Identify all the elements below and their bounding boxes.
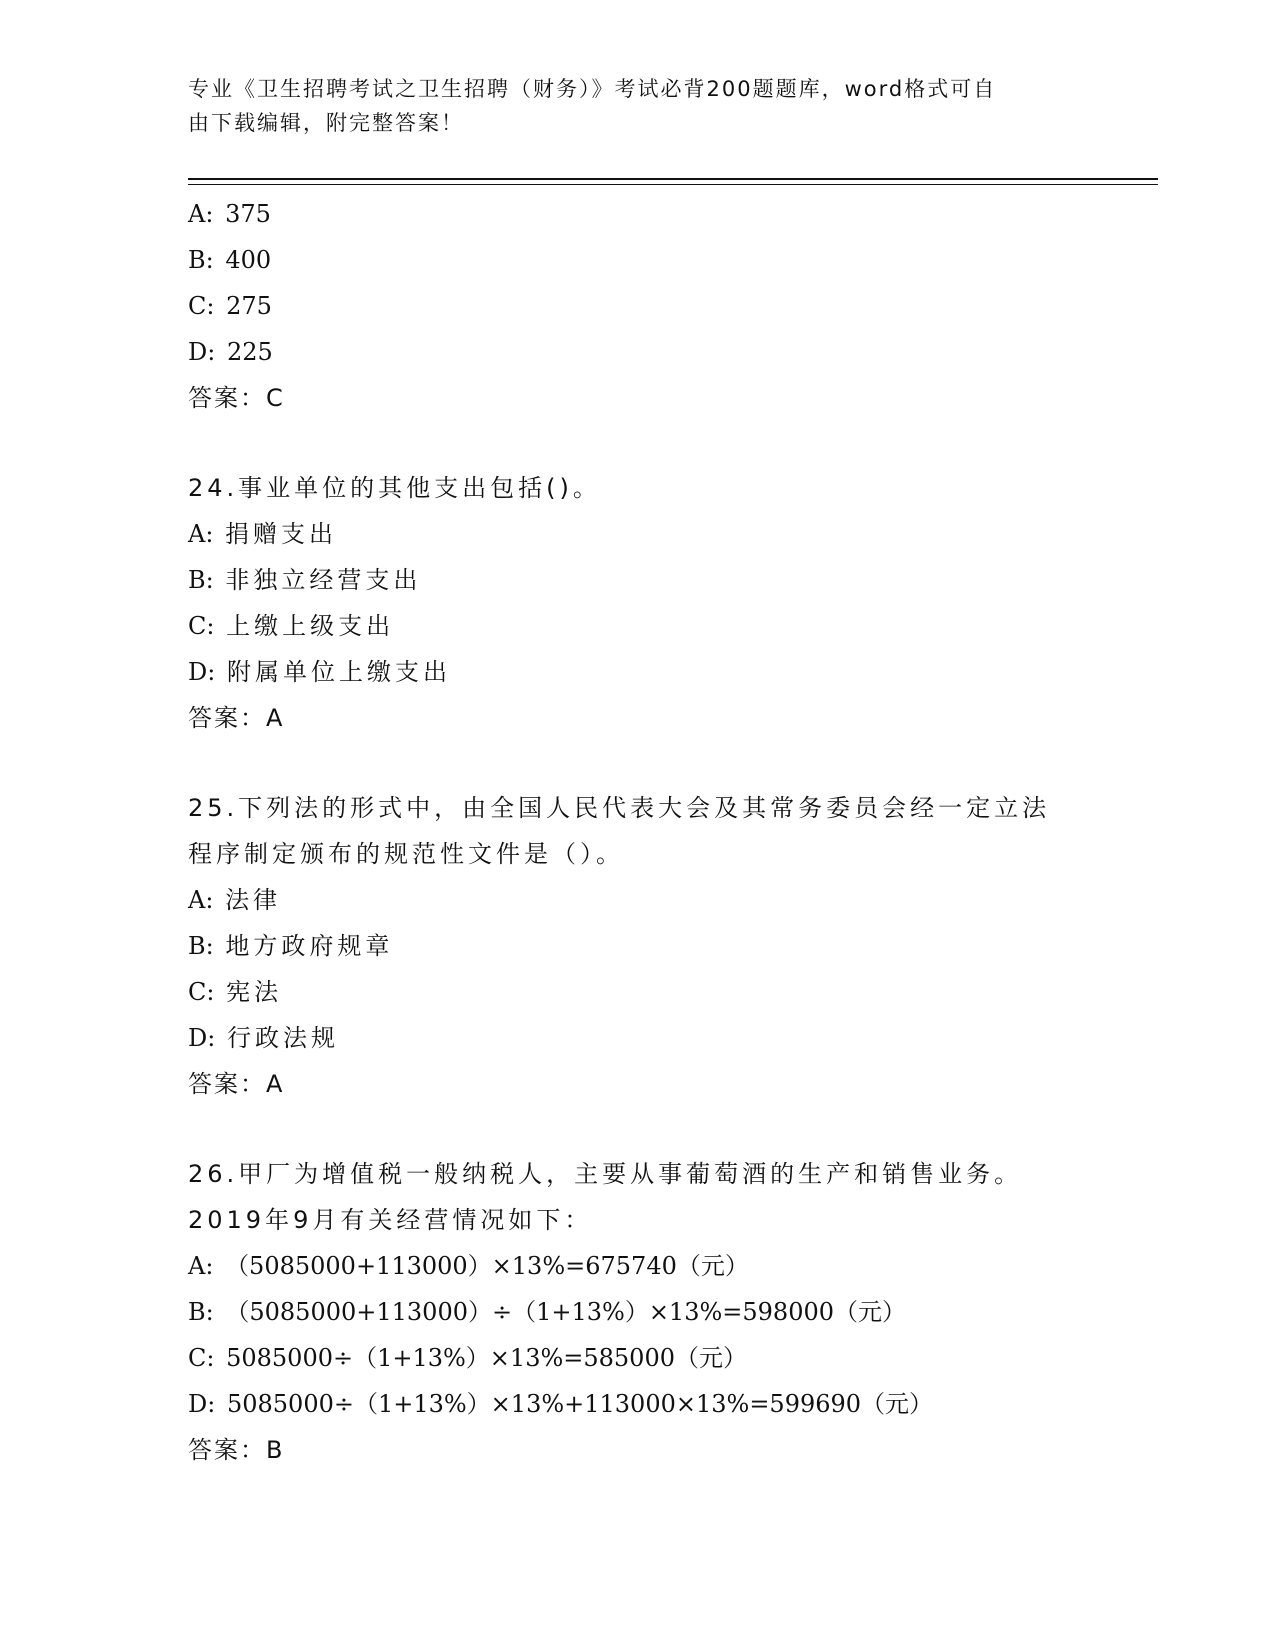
- option-text: 5085000÷（1+13%）×13%+113000×13%=599690（元）: [226, 1390, 934, 1418]
- question-24: [188, 465, 1158, 741]
- question-26: [188, 1151, 1158, 1473]
- option-text: 附属单位上缴支出: [226, 658, 451, 686]
- option-a: [188, 511, 1158, 557]
- question-stem: 24.事业单位的其他支出包括()。: [188, 474, 601, 502]
- option-text: 宪法: [226, 978, 283, 1006]
- option-letter: D:: [188, 658, 216, 686]
- option-b: [188, 237, 1158, 283]
- option-text: 非独立经营支出: [225, 566, 422, 594]
- question-23: [188, 191, 1158, 421]
- option-b: [188, 557, 1158, 603]
- option-text: （5085000+113000）×13%=675740（元）: [225, 1252, 749, 1280]
- option-b: [188, 923, 1158, 969]
- option-letter: C:: [188, 292, 215, 320]
- option-a: [188, 877, 1158, 923]
- option-b: [188, 1289, 1158, 1335]
- option-text: 400: [225, 246, 272, 274]
- option-text: 上缴上级支出: [226, 612, 395, 640]
- option-a: [188, 1243, 1158, 1289]
- option-letter: B:: [188, 246, 214, 274]
- option-text: 375: [225, 200, 271, 228]
- header-line-2: 由下载编辑，附完整答案！: [188, 111, 464, 135]
- option-letter: B:: [188, 1298, 214, 1326]
- option-letter: C:: [188, 612, 215, 640]
- option-c: [188, 283, 1158, 329]
- option-d: [188, 649, 1158, 695]
- option-letter: A:: [188, 200, 214, 228]
- option-a: [188, 191, 1158, 237]
- option-letter: C:: [188, 978, 215, 1006]
- option-letter: A:: [188, 520, 214, 548]
- option-letter: D:: [188, 1390, 216, 1418]
- option-text: （5085000+113000）÷（1+13%）×13%=598000（元）: [225, 1298, 906, 1326]
- option-text: 地方政府规章: [225, 932, 394, 960]
- header-divider-thin: [188, 184, 1158, 185]
- option-letter: D:: [188, 1024, 216, 1052]
- option-text: 法律: [225, 886, 282, 914]
- answer-line: 答案：C: [188, 384, 285, 412]
- header-divider-thick: [188, 178, 1158, 180]
- question-25: [188, 785, 1158, 1107]
- option-letter: B:: [188, 932, 214, 960]
- option-text: 行政法规: [226, 1024, 339, 1052]
- header-line-1: 专业《卫生招聘考试之卫生招聘（财务）》考试必背200题题库，word格式可自: [188, 77, 997, 101]
- question-stem-line-1: 26.甲厂为增值税一般纳税人，主要从事葡萄酒的生产和销售业务。: [188, 1160, 1023, 1188]
- option-letter: D:: [188, 338, 216, 366]
- option-letter: B:: [188, 566, 214, 594]
- option-letter: C:: [188, 1344, 215, 1372]
- answer-line: 答案：A: [188, 704, 285, 732]
- question-stem-line-2: 程序制定颁布的规范性文件是（）。: [188, 840, 624, 868]
- option-d: [188, 1015, 1158, 1061]
- question-stem-line-1: 25.下列法的形式中，由全国人民代表大会及其常务委员会经一定立法: [188, 794, 1051, 822]
- question-stem-line-2: 2019年9月有关经营情况如下：: [188, 1206, 593, 1234]
- option-c: [188, 969, 1158, 1015]
- option-d: [188, 1381, 1158, 1427]
- option-text: 225: [226, 338, 273, 366]
- option-letter: A:: [188, 1252, 214, 1280]
- answer-line: 答案：B: [188, 1436, 285, 1464]
- option-text: 5085000÷（1+13%）×13%=585000（元）: [226, 1344, 747, 1372]
- option-d: [188, 329, 1158, 375]
- option-letter: A:: [188, 886, 214, 914]
- option-text: 捐赠支出: [225, 520, 338, 548]
- option-c: [188, 603, 1158, 649]
- option-text: 275: [226, 292, 272, 320]
- option-c: [188, 1335, 1158, 1381]
- document-header: [188, 72, 1088, 140]
- question-list: [188, 191, 1158, 1473]
- answer-line: 答案：A: [188, 1070, 285, 1098]
